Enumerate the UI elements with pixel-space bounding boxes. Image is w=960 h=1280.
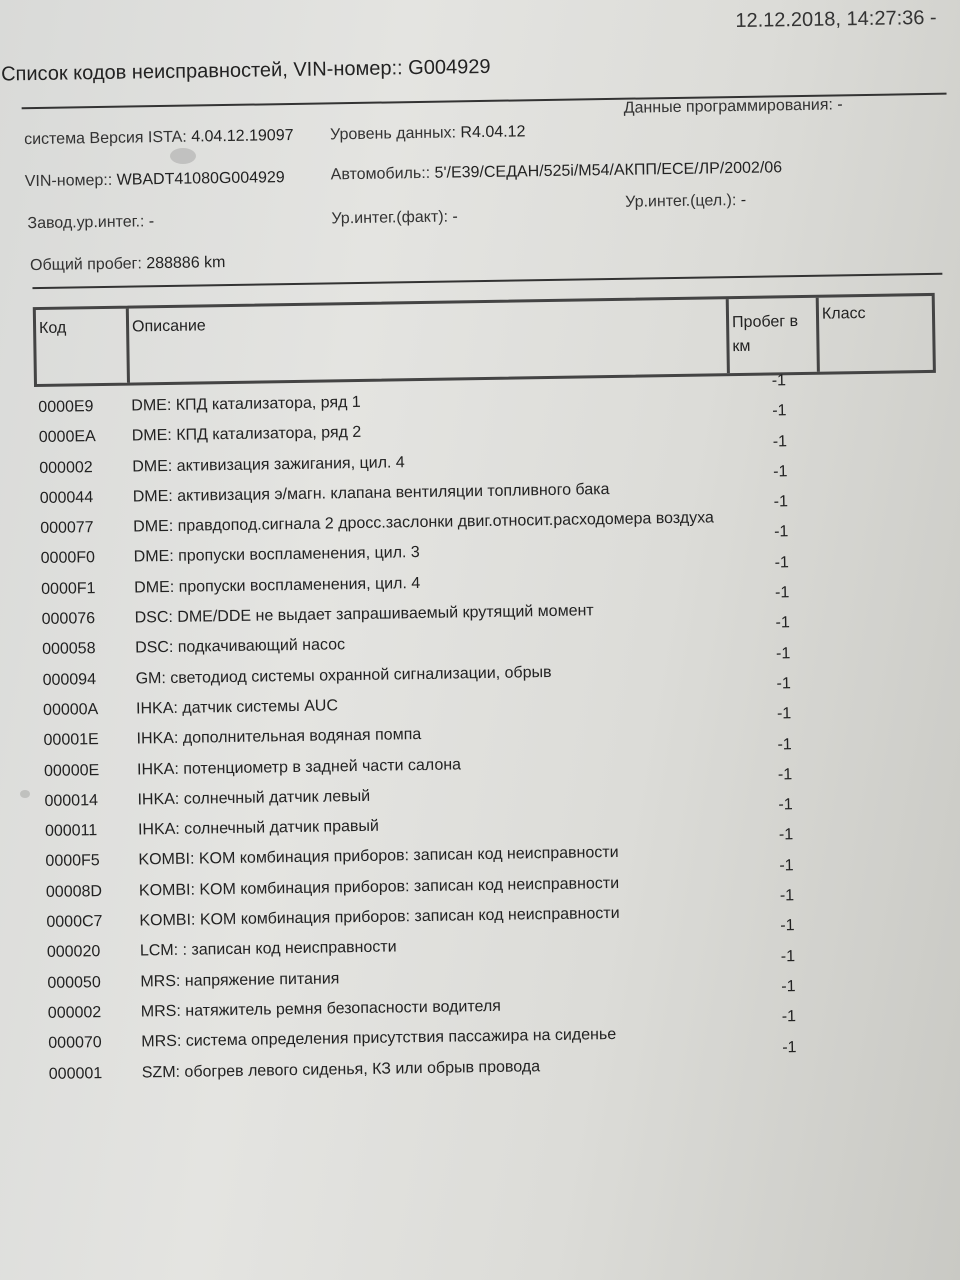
- fault-code: 00000A: [42, 701, 99, 719]
- page-title: Список кодов неисправностей, VIN-номер:: G004929: [0, 55, 491, 86]
- fault-code: 0000EA: [38, 428, 96, 447]
- fault-description: MRS: система определения присутствия пассажира на сиденье: [141, 1026, 617, 1051]
- fault-code: 000014: [44, 791, 99, 810]
- fault-description: LCM: : записан код неисправности: [139, 938, 397, 960]
- fault-mileage: -1: [780, 947, 796, 966]
- fault-code: 00001E: [43, 731, 99, 750]
- vin-value: WBADT41080G004929: [116, 169, 285, 189]
- programming-data-label: Данные программирования:: [623, 96, 834, 117]
- fault-code: 000002: [47, 1004, 102, 1022]
- vehicle-value: 5'/E39/СЕДАН/525i/M54/АКПП/ЕСЕ/ЛР/2002/06: [434, 159, 783, 182]
- fault-description: MRS: напряжение питания: [140, 969, 340, 991]
- fault-mileage: -1: [772, 432, 788, 451]
- fault-description: KOMBI: KOM комбинация приборов: записан код неисправности: [138, 844, 619, 869]
- actual-integration-value: -: [452, 208, 458, 226]
- system-version: [24, 127, 294, 149]
- system-version-label: система Версия ISTA:: [24, 128, 187, 149]
- total-mileage: [30, 254, 226, 275]
- programming-data: [624, 96, 843, 117]
- fault-mileage: -1: [782, 1038, 797, 1056]
- target-integration-value: -: [740, 191, 747, 209]
- fault-description: DME: КПД катализатора, ряд 1: [131, 393, 361, 415]
- fault-description: IHKA: дополнительная водяная помпа: [136, 726, 422, 748]
- fault-mileage: -1: [778, 796, 793, 814]
- fault-mileage: -1: [778, 826, 794, 844]
- fault-description: DME: активизация зажигания, цил. 4: [132, 453, 405, 476]
- vin-label: VIN-номер::: [24, 171, 113, 191]
- fault-code: 000070: [48, 1034, 102, 1053]
- fault-mileage: -1: [781, 1008, 797, 1026]
- fault-code: 000076: [41, 610, 96, 629]
- fault-code: 000011: [44, 822, 98, 841]
- fault-mileage: -1: [775, 614, 790, 632]
- fault-mileage: -1: [777, 766, 793, 784]
- fault-description: KOMBI: KOM комбинация приборов: записан код неисправности: [139, 904, 620, 930]
- fault-description: DME: правдопод.сигнала 2 дросс.заслонки двиг.относит.расходомера воздуха: [133, 509, 715, 536]
- fault-description: DSC: DME/DDE не выдает запрашиваемый крутящий момент: [134, 602, 594, 627]
- actual-integration-label: Ур.интег.(факт):: [331, 208, 449, 228]
- fault-code: 000058: [42, 640, 96, 659]
- fault-code: 000094: [42, 670, 97, 689]
- fault-mileage: -1: [781, 978, 796, 996]
- fault-mileage: -1: [776, 705, 792, 723]
- fault-code: 0000F5: [45, 852, 100, 871]
- fault-code: 0000F0: [40, 549, 96, 568]
- header-description: Описание: [129, 299, 730, 382]
- fault-mileage: -1: [776, 675, 791, 693]
- fault-description: SZM: обогрев левого сиденья, КЗ или обрыв провода: [141, 1057, 541, 1081]
- header-mileage-line2: км: [732, 337, 751, 356]
- factory-integration-level: [27, 213, 154, 233]
- fault-mileage: -1: [774, 523, 789, 541]
- fault-code: 000044: [39, 489, 94, 507]
- fault-mileage: -1: [780, 917, 795, 935]
- fault-description: IHKA: потенциометр в задней части салона: [136, 755, 462, 779]
- fault-code: 000002: [39, 458, 93, 477]
- data-level-label: Уровень данных:: [329, 124, 457, 144]
- meta-divider: [32, 273, 942, 289]
- vin-number: [25, 169, 285, 191]
- fault-code: 0000C7: [46, 913, 103, 931]
- vehicle: [331, 159, 783, 184]
- fault-description: IHKA: солнечный датчик правый: [137, 817, 379, 839]
- fault-description: MRS: натяжитель ремня безопасности водителя: [140, 997, 502, 1021]
- fault-mileage: -1: [772, 402, 787, 420]
- fault-mileage: -1: [774, 554, 790, 572]
- fault-table-body: [38, 372, 949, 1088]
- actual-integration-level: [331, 208, 458, 228]
- fault-mileage: -1: [779, 887, 795, 905]
- fault-table-header: [33, 293, 936, 387]
- system-version-value: 4.04.12.19097: [191, 126, 294, 146]
- fault-description: DME: пропуски воспламенения, цил. 3: [133, 544, 420, 566]
- header-mileage-line1: Пробег в: [731, 313, 799, 332]
- vehicle-label: Автомобиль::: [330, 164, 431, 184]
- fault-code: 00000E: [43, 761, 100, 780]
- fault-code: 000077: [40, 519, 94, 538]
- fault-mileage: -1: [775, 644, 791, 663]
- programming-data-value: -: [837, 96, 843, 114]
- header-code: Код: [36, 309, 130, 384]
- header-class: Класс: [821, 304, 866, 323]
- fault-code: 0000E9: [38, 398, 94, 416]
- fault-mileage: -1: [779, 856, 794, 875]
- ink-smudge: [170, 148, 196, 164]
- fault-description: GM: светодиод системы охранной сигнализации, обрыв: [135, 663, 552, 688]
- target-integration-level: [625, 192, 746, 212]
- header-mileage: [729, 298, 820, 373]
- fault-description: DME: пропуски воспламенения, цил. 4: [134, 574, 421, 597]
- fault-mileage: -1: [774, 584, 790, 602]
- factory-integration-label: Завод.ур.интег.:: [27, 213, 145, 233]
- factory-integration-value: -: [148, 213, 155, 231]
- fault-mileage: -1: [773, 463, 788, 481]
- fault-description: DSC: подкачивающий насос: [135, 636, 346, 657]
- fault-code: 0000F1: [41, 579, 96, 598]
- fault-description: IHKA: датчик системы AUC: [135, 697, 339, 718]
- fault-mileage: -1: [773, 493, 789, 511]
- total-mileage-label: Общий пробег:: [29, 255, 142, 275]
- fault-code: 00008D: [45, 882, 103, 901]
- fault-description: KOMBI: KOM комбинация приборов: записан код неисправности: [138, 874, 620, 900]
- total-mileage-value: 288886 km: [146, 254, 226, 273]
- data-level-value: R4.04.12: [460, 123, 526, 142]
- fault-description: DME: КПД катализатора, ряд 2: [131, 424, 362, 445]
- fault-mileage: -1: [777, 735, 792, 753]
- ink-smudge: [20, 790, 30, 798]
- fault-mileage: -1: [771, 372, 787, 390]
- fault-description: IHKA: солнечный датчик левый: [137, 787, 371, 809]
- fault-code: 000050: [47, 973, 101, 992]
- fault-code: 000020: [46, 943, 101, 962]
- fault-description: DME: активизация э/магн. клапана вентиляции топливного бака: [132, 480, 610, 506]
- data-level: [330, 123, 526, 144]
- target-integration-label: Ур.интег.(цел.):: [625, 191, 737, 211]
- print-datetime: 12.12.2018, 14:27:36 -: [735, 6, 937, 32]
- fault-code: 000001: [48, 1064, 103, 1083]
